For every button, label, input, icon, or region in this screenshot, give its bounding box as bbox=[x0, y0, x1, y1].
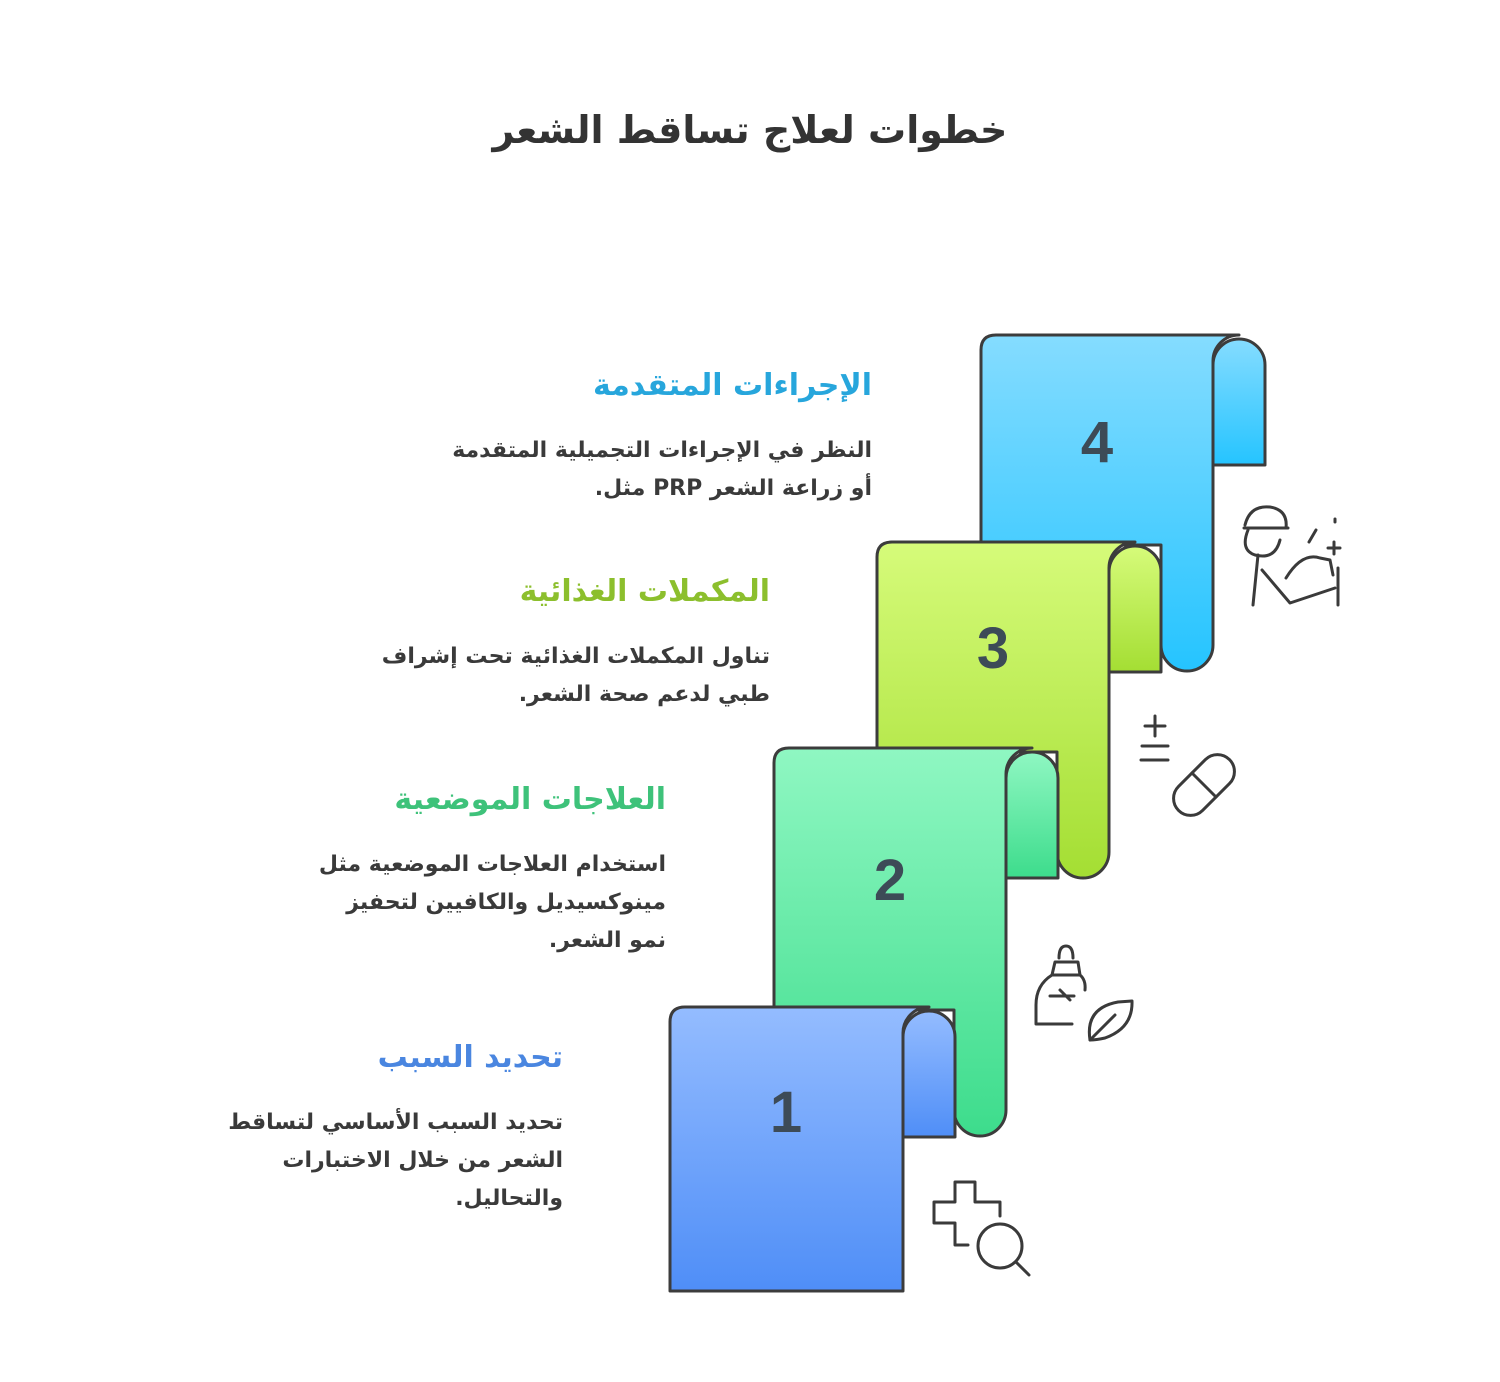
step-3-number: 3 bbox=[976, 616, 1010, 681]
page-title: خطوات لعلاج تساقط الشعر bbox=[492, 108, 1008, 152]
step-1-title: تحديد السبب bbox=[377, 1040, 563, 1075]
step-4-number: 4 bbox=[1080, 410, 1114, 475]
step-1-text bbox=[43, 1038, 563, 1218]
medical-search-icon bbox=[934, 1182, 1029, 1275]
step-2-text bbox=[146, 780, 666, 960]
bottle-leaf-icon bbox=[1036, 946, 1132, 1040]
step-4-title: الإجراءات المتقدمة bbox=[593, 368, 872, 403]
step-3-description: تناول المكملات الغذائية تحت إشراف طبي لدعم صحة الشعر. bbox=[381, 644, 770, 707]
step-4-text bbox=[352, 366, 872, 508]
pill-plus-minus-icon bbox=[1141, 716, 1241, 822]
step-1-description: تحديد السبب الأساسي لتساقط الشعر من خلال الاختبارات والتحاليل. bbox=[228, 1110, 563, 1211]
step-1-ribbon bbox=[670, 1007, 955, 1291]
step-4-description: النظر في الإجراءات التجميلية المتقدمة أو زراعة الشعر PRP مثل. bbox=[452, 438, 872, 501]
patient-doctor-icon bbox=[1244, 507, 1340, 605]
step-2-title: العلاجات الموضعية bbox=[394, 782, 666, 817]
step-3-text bbox=[250, 572, 770, 714]
step-1-number: 1 bbox=[769, 1080, 803, 1145]
step-2-number: 2 bbox=[873, 848, 907, 913]
step-3-title: المكملات الغذائية bbox=[519, 574, 770, 609]
step-2-description: استخدام العلاجات الموضعية مثل مينوكسيديل والكافيين لتحفيز نمو الشعر. bbox=[318, 852, 666, 953]
